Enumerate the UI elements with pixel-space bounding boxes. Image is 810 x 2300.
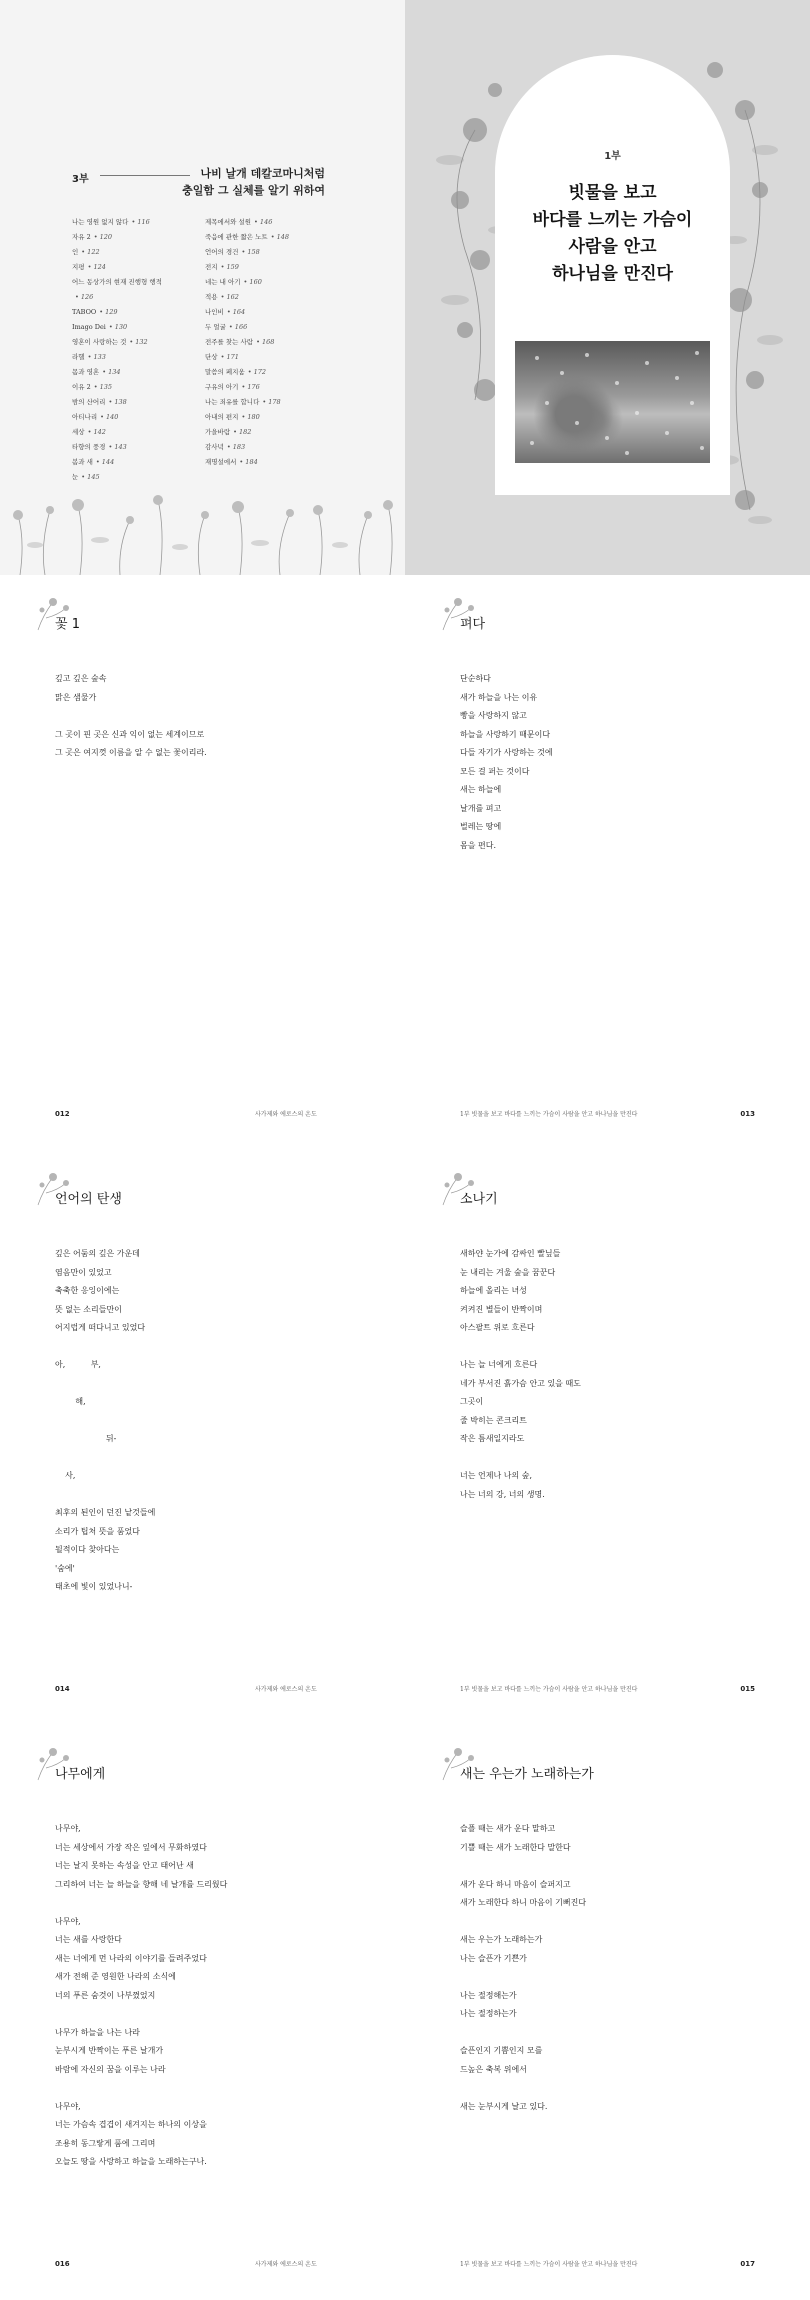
poem-line: 새는 하늘에 [460, 785, 502, 794]
poem-line: 뒤- [55, 1434, 117, 1443]
poem-line: 될적이다 찾아다는 [55, 1545, 120, 1554]
poem-line [55, 707, 375, 726]
toc-entry-page: • 116 [131, 218, 150, 226]
poem-line: '숨에' [55, 1563, 75, 1573]
poem-title: 꽃 1 [55, 617, 80, 632]
toc-entry-title: 감사녁 [205, 443, 224, 451]
raindrop [645, 361, 649, 365]
poem-line [55, 1375, 375, 1394]
toc-entry [205, 365, 335, 380]
poem-line [55, 1486, 375, 1505]
toc-column-1 [72, 215, 197, 485]
poem-line: 눈 내리는 겨울 숲을 꿈꾼다 [460, 1267, 556, 1277]
poem-page [0, 575, 405, 1150]
toc-entry-page: • 160 [243, 278, 262, 286]
poem-line: 최후의 된인이 던진 낱것들에 [55, 1508, 156, 1517]
poem-title: 소나기 [460, 1192, 498, 1207]
toc-entry [205, 455, 335, 470]
raindrop [665, 431, 669, 435]
poem-line [55, 2079, 375, 2098]
raindrop [625, 451, 629, 455]
poem-line: 너는 새를 사랑한다 [55, 1935, 122, 1944]
toc-entry-title: 언어의 경건 [205, 248, 239, 256]
toc-entry-page: • 120 [93, 233, 113, 241]
toc-entry-title: 봄과 새 [72, 458, 93, 466]
poem-page [405, 1725, 810, 2300]
poem-line [460, 1338, 780, 1357]
poem-line: 눈부시게 반짝이는 푸른 날개가 [55, 2046, 164, 2055]
toc-entry-page: • 183 [226, 443, 246, 451]
page-number: 015 [740, 1685, 755, 1693]
toc-entry-page: • 138 [108, 398, 127, 406]
raindrop [535, 356, 539, 360]
toc-entry-page: • 148 [270, 233, 290, 241]
poem-line [460, 2079, 780, 2098]
toc-entry-page: • 133 [87, 353, 106, 361]
toc-entry-title: 아티나리 [72, 413, 98, 421]
poem-line: 빵을 사랑하지 않고 [460, 711, 527, 720]
raindrop [615, 381, 619, 385]
toc-entry [205, 305, 335, 320]
toc-entry-title: 라헬 [72, 353, 85, 361]
toc-entry [205, 260, 335, 275]
cover-title-line2: 바다를 느끼는 가슴이 [532, 210, 693, 230]
poem-line: 나무가 하늘을 나는 나라 [55, 2027, 140, 2037]
raindrop [530, 441, 534, 445]
toc-entry [72, 455, 197, 470]
toc-entry-title: 나인비 [205, 308, 224, 316]
poem-line: 어지럽게 떠다니고 있었다 [55, 1323, 146, 1332]
toc-page [0, 0, 405, 575]
poem-line: 그 곳은 여지껏 이름을 알 수 없는 꽃이리라. [55, 748, 207, 757]
part-cover-page [405, 0, 810, 575]
poem-line: 나는 절정하는가 [460, 2009, 517, 2018]
poem-line [55, 2005, 375, 2024]
poem-line [460, 1449, 780, 1468]
poem-line [460, 1913, 780, 1932]
poem-line: 축축한 응잉이에는 [55, 1286, 120, 1295]
toc-entry [205, 230, 335, 245]
raindrop [585, 353, 589, 357]
toc-entry-page: • 184 [239, 458, 258, 466]
poem-line: 나는 슬픈가 기쁜가 [460, 1953, 527, 1963]
toc-entry [72, 440, 197, 455]
poem-line: 아스팔트 위로 흐른다 [460, 1323, 535, 1332]
toc-entry-title: 어느 동상가의 현재 진행형 행적 [72, 278, 162, 286]
poem-line: 새가 하늘을 나는 이유 [460, 692, 538, 702]
toc-entry-title: 아내의 편지 [205, 413, 239, 421]
poem-line: 조용히 동그랗게 품에 그리며 [55, 2138, 156, 2148]
poem-line: 태초에 빛이 있었나니- [55, 1582, 133, 1591]
toc-entry [205, 320, 335, 335]
toc-entry [72, 275, 197, 290]
toc-entry-page: • 180 [241, 413, 260, 421]
toc-entry [72, 320, 197, 335]
toc-title-line2: 충일함 그 실체를 알기 위하여 [182, 184, 325, 197]
cover-title-line3: 사람을 안고 [568, 237, 657, 257]
toc-entry [72, 290, 197, 305]
poem-line: 나무야, [55, 1824, 81, 1833]
poem-line: 슬플 때는 새가 운다 말하고 [460, 1824, 556, 1833]
toc-entry [72, 350, 197, 365]
poem-line: 드높은 축복 위에서 [460, 2064, 527, 2074]
poem-line: 나무야, [55, 1916, 81, 1926]
poem-line: 나무야, [55, 2101, 81, 2111]
toc-entry-title: 전지 [205, 263, 218, 271]
toc-entry-title: 몸과 영혼 [72, 368, 100, 376]
toc-entry [205, 425, 335, 440]
toc-entry-title: 지평 [72, 263, 85, 271]
poem-line: 날개를 펴고 [460, 803, 502, 813]
poem-line: 벌레는 땅에 [460, 822, 502, 831]
cover-title-line4: 하나님을 만진다 [552, 264, 673, 284]
poem-line [55, 1338, 375, 1357]
toc-entry [205, 380, 335, 395]
poem-line: 깊고 깊은 숲속 [55, 674, 107, 683]
toc-entry [205, 395, 335, 410]
raindrop [695, 351, 699, 355]
poem-body [460, 1820, 780, 2116]
toc-column-2 [205, 215, 335, 470]
toc-divider [100, 175, 190, 176]
running-header: 사가제와 에로스의 온도 [255, 1686, 317, 1693]
poem-line [460, 2024, 780, 2043]
toc-entry [205, 410, 335, 425]
toc-entry-title: 전주를 찾는 사람 [205, 338, 254, 346]
cover-title-line1: 빗물을 보고 [568, 183, 657, 203]
toc-entry-title: 눈 [72, 473, 79, 481]
toc-entry-page: • 166 [228, 323, 248, 331]
wildflower-illustration [0, 485, 405, 575]
poem-line: 바람에 자신의 꿈을 이루는 나라 [55, 2064, 166, 2074]
toc-entry [72, 230, 197, 245]
poem-title: 펴다 [460, 617, 486, 632]
poem-line: 해, [55, 1397, 86, 1406]
poem-line [460, 1968, 780, 1987]
poem-line: 새는 너에게 먼 나라의 이야기를 들려주었다 [55, 1953, 207, 1963]
toc-entry-title: 세상 [72, 428, 85, 436]
toc-entry-page: • 162 [220, 293, 239, 301]
toc-entry-title: 구유의 아기 [205, 383, 239, 391]
toc-entry [205, 275, 335, 290]
rain-window-photo [515, 341, 710, 463]
poem-line: 새가 노래한다 하니 마음이 기뻐진다 [460, 1898, 587, 1907]
poem-line: 켜켜진 별들이 반짝이며 [460, 1304, 543, 1314]
toc-part-title [182, 165, 325, 199]
toc-entry [72, 425, 197, 440]
toc-entry-title: 재명설에서 [205, 458, 237, 466]
page-number: 013 [740, 1110, 755, 1118]
poem-title: 새는 우는가 노래하는가 [460, 1767, 594, 1782]
toc-entry-title: 자유 2 [72, 233, 91, 241]
arch-frame [495, 55, 730, 495]
poem-line: 네가 부서진 흙가슴 안고 있을 때도 [460, 1378, 581, 1388]
page-number: 012 [55, 1110, 70, 1118]
toc-part-label: 3부 [72, 174, 89, 185]
poem-line: 몸을 편다. [460, 840, 496, 850]
toc-entry-title: 죽음에 관한 짧은 노트 [205, 233, 268, 241]
poem-line [55, 1412, 375, 1431]
toc-entry-title: 두 얼굴 [205, 323, 226, 331]
toc-entry [72, 305, 197, 320]
poem-body [55, 1820, 375, 2172]
spread-toc-cover [0, 0, 810, 575]
raindrop [690, 401, 694, 405]
poem-line: 깊은 어둠의 깊은 가운데 [55, 1249, 140, 1258]
poem-line: 소리가 팁처 뜻을 품었다 [55, 1526, 140, 1536]
toc-entry [205, 215, 335, 230]
toc-entry-page: • 140 [100, 413, 119, 421]
toc-entry-page: • 145 [81, 473, 100, 481]
toc-entry-title: 타향의 풍경 [72, 443, 106, 451]
toc-entry [72, 245, 197, 260]
toc-entry [205, 350, 335, 365]
poem-line: 너는 가슴속 겹겹이 새겨지는 하나의 이상을 [55, 2120, 207, 2129]
toc-entry [72, 410, 197, 425]
poem-line [460, 1857, 780, 1876]
toc-entry-title: 밤의 산어리 [72, 398, 106, 406]
poem-page [0, 1150, 405, 1725]
poem-line: 너는 언제나 나의 숲, [460, 1471, 532, 1480]
toc-entry-title: 네는 내 아기 [205, 278, 241, 286]
toc-entry [72, 260, 197, 275]
toc-entry-title: TABOO [72, 308, 97, 316]
toc-entry-page: • 124 [87, 263, 106, 271]
poem-line: 모든 걸 퍼는 것이다 [460, 766, 530, 776]
page-number: 016 [55, 2260, 70, 2268]
raindrop [560, 371, 564, 375]
running-header: 사가제와 에로스의 온도 [255, 2261, 317, 2268]
running-header: 1부 빗물을 보고 바다를 느끼는 가슴이 사람을 안고 하나님을 만진다 [460, 1686, 638, 1693]
poem-line: 작은 틈새일지라도 [460, 1434, 525, 1443]
poem-title: 언어의 탄생 [55, 1192, 122, 1207]
poem-line: 그 곳이 핀 곳은 신과 익이 없는 세계이므로 [55, 729, 205, 739]
toc-entry-title: Imago Dei [72, 323, 106, 331]
poem-line: 너는 세상에서 가장 작은 잎에서 무화하였다 [55, 1842, 207, 1852]
poem-body [55, 670, 375, 763]
toc-entry-title: 적용 [205, 293, 218, 301]
toc-entry-title: 가을바람 [205, 428, 231, 436]
toc-title-line1: 나비 날개 데칼코마니처럼 [200, 167, 325, 180]
poem-line: 기쁠 때는 새가 노래한다 말한다 [460, 1842, 571, 1852]
toc-entry-page: • 171 [220, 353, 239, 361]
poem-line: 염음만이 있었고 [55, 1267, 112, 1277]
toc-entry [205, 290, 335, 305]
raindrop [545, 401, 549, 405]
poem-line: 새는 우는가 노래하는가 [460, 1935, 543, 1944]
toc-entry-page: • 126 [75, 293, 94, 301]
poem-line: 오늘도 땅을 사랑하고 하늘을 노래하는구나. [55, 2157, 207, 2166]
poem-body [460, 1245, 780, 1504]
toc-entry [72, 365, 197, 380]
toc-entry-title: 단상 [205, 353, 218, 361]
toc-entry-title: 나는 죄유를 합니다 [205, 398, 260, 406]
poem-line: 맑은 샘물가 [55, 692, 97, 702]
raindrop [675, 376, 679, 380]
toc-entry-page: • 143 [108, 443, 127, 451]
poem-line: 단순하다 [460, 674, 491, 683]
cover-part-label: 1부 [604, 151, 621, 162]
poem-line [55, 1449, 375, 1468]
cover-title [495, 180, 730, 288]
poem-line: 하늘을 사랑하기 때문이다 [460, 729, 551, 739]
poem-line: 줄 박히는 콘크리트 [460, 1415, 527, 1425]
toc-entry-title: 인 [72, 248, 79, 256]
page-number: 014 [55, 1685, 70, 1693]
toc-entry [72, 335, 197, 350]
poem-line: 너는 날지 못하는 속성을 안고 태어난 새 [55, 1861, 194, 1870]
toc-entry [205, 245, 335, 260]
poem-body [460, 670, 780, 855]
poem-page [405, 575, 810, 1150]
running-header: 1부 빗물을 보고 바다를 느끼는 가슴이 사람을 안고 하나님을 만진다 [460, 1111, 638, 1118]
poem-title: 나무에게 [55, 1767, 106, 1782]
poem-line: 새는 눈부시게 날고 있다. [460, 2101, 548, 2111]
toc-entry-page: • 146 [254, 218, 273, 226]
poem-line [55, 1894, 375, 1913]
toc-entry-page: • 135 [93, 383, 113, 391]
toc-entry-page: • 164 [226, 308, 246, 316]
poem-line: 사, [55, 1471, 76, 1480]
toc-entry-page: • 159 [220, 263, 239, 271]
poem-line: 너의 푸른 숨것이 나부꼈었지 [55, 1990, 156, 2000]
poem-line: 나는 늘 너에게 흐른다 [460, 1360, 538, 1369]
toc-entry-page: • 176 [241, 383, 260, 391]
toc-entry-page: • 122 [81, 248, 100, 256]
toc-entry-title: 이유 2 [72, 383, 91, 391]
poem-line: 그곳이 [460, 1397, 484, 1406]
toc-entry [72, 395, 197, 410]
raindrop [605, 436, 609, 440]
toc-entry-title: 제목에서와 설원 [205, 218, 252, 226]
raindrop [700, 446, 704, 450]
running-header: 사가제와 에로스의 온도 [255, 1111, 317, 1118]
poem-line: 나는 절정해는가 [460, 1990, 517, 2000]
toc-entry [72, 470, 197, 485]
poem-line: 나는 너의 강, 너의 생명. [460, 1489, 545, 1499]
toc-entry-page: • 168 [256, 338, 275, 346]
poem-line: 하늘에 올리는 녀성 [460, 1286, 527, 1295]
toc-entry-page: • 142 [87, 428, 106, 436]
raindrop [575, 421, 579, 425]
running-header: 1부 빗물을 보고 바다를 느끼는 가슴이 사람을 안고 하나님을 만진다 [460, 2261, 638, 2268]
toc-entry [205, 440, 335, 455]
toc-entry-page: • 144 [95, 458, 115, 466]
toc-entry-title: 영혼이 사랑하는 것 [72, 338, 127, 346]
poem-line: 슬픈인지 기쁨인지 모를 [460, 2046, 543, 2055]
poem-body [55, 1245, 375, 1597]
toc-entry [72, 215, 197, 230]
toc-entry-page: • 132 [129, 338, 148, 346]
toc-entry-title: 나는 영원 없지 않다 [72, 218, 129, 226]
page-number: 017 [740, 2260, 755, 2268]
toc-entry-page: • 172 [247, 368, 267, 376]
poem-line: 뜻 없는 소리들만이 [55, 1304, 122, 1314]
toc-entry-page: • 130 [108, 323, 128, 331]
poem-page [405, 1150, 810, 1725]
toc-entry-page: • 158 [241, 248, 260, 256]
poem-line: 다들 자기가 사랑하는 것에 [460, 748, 553, 757]
poem-line: 새가 운다 하니 마음이 슬퍼지고 [460, 1879, 571, 1889]
poem-line: 새가 전해 준 영원한 나라의 소식에 [55, 1972, 176, 1981]
toc-entry [205, 335, 335, 350]
toc-entry-page: • 178 [262, 398, 281, 406]
poem-line: 새하얀 눈가에 감싸인 빨닢들 [460, 1249, 561, 1258]
toc-entry-page: • 134 [102, 368, 121, 376]
poem-page [0, 1725, 405, 2300]
raindrop [635, 411, 639, 415]
poem-line: 그리하여 너는 늘 하늘을 향해 네 날개를 드리웠다 [55, 1879, 228, 1889]
toc-entry-page: • 129 [99, 308, 118, 316]
toc-entry-page: • 182 [233, 428, 252, 436]
poem-line: 아, 부, [55, 1360, 101, 1369]
toc-entry-title: 말씀의 페지움 [205, 368, 245, 376]
toc-entry [72, 380, 197, 395]
